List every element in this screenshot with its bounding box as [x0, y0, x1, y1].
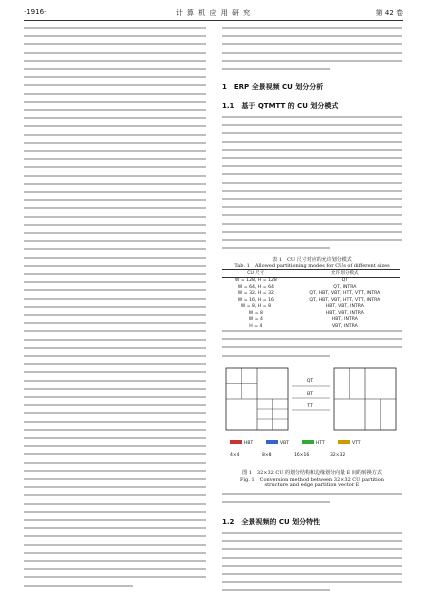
figure-label: 32×32 [330, 453, 346, 458]
subsection-title-2: 1.2 全景视频的 CU 划分特性 [222, 518, 321, 526]
placeholder-line [24, 240, 206, 242]
placeholder-line [24, 175, 206, 177]
placeholder-line [24, 43, 206, 45]
figure-caption-en-1: Fig. 1 Conversion method between 32×32 CU partition [240, 477, 384, 483]
placeholder-line [222, 214, 402, 216]
placeholder-line [222, 346, 402, 348]
placeholder-line [24, 421, 206, 423]
placeholder-line [24, 412, 206, 414]
right-intro-text [222, 24, 402, 74]
placeholder-line [24, 560, 206, 562]
table-cell: W = 32, H = 32 [237, 291, 274, 297]
placeholder-line [24, 150, 206, 152]
placeholder-line [222, 157, 402, 159]
placeholder-line [222, 182, 402, 184]
volume-label: 第 42 卷 [375, 9, 403, 17]
placeholder-line [24, 568, 206, 570]
placeholder-line [24, 355, 206, 357]
figure-label: HTT [316, 441, 325, 446]
table-caption-en: Tab. 1 Allowed partitioning modes for CUs of different sizes [234, 263, 390, 269]
placeholder-line [222, 548, 402, 550]
right-body-text-4 [222, 529, 402, 596]
table-caption-cn: 表 1 CU 尺寸对应的允许划分模式 [272, 257, 352, 263]
placeholder-line [222, 565, 402, 567]
table-cell: QT, HBT, VBT, HTT, VTT, INTRA [309, 291, 381, 297]
placeholder-line [24, 183, 206, 185]
placeholder-line [222, 124, 402, 126]
placeholder-line [222, 330, 402, 332]
placeholder-line [24, 289, 206, 291]
placeholder-line [222, 231, 402, 233]
placeholder-line [24, 396, 206, 398]
placeholder-line [222, 141, 402, 143]
subsection-title-1: 1.1 基于 QTMTT 的 CU 划分模式 [222, 102, 339, 110]
figure-label: 16×16 [294, 453, 310, 458]
page-number: ·1916· [24, 8, 47, 16]
placeholder-line [222, 35, 402, 37]
table-cell: QT, INTRA [333, 284, 357, 290]
placeholder-line [24, 101, 206, 103]
figure-label: VTT [352, 441, 361, 446]
partition-conversion-figure [222, 362, 402, 466]
placeholder-line [222, 223, 402, 225]
right-body-text-3 [222, 490, 402, 514]
table-cell: W = 16, H = 16 [237, 297, 274, 303]
placeholder-line [24, 371, 206, 373]
table-col-header: 允许划分模式 [331, 271, 359, 277]
placeholder-line [222, 532, 402, 534]
placeholder-line [222, 60, 402, 62]
placeholder-line [24, 265, 206, 267]
right-body-text-1 [222, 113, 402, 253]
table-cell: HBT, VBT, INTRA [325, 304, 364, 310]
placeholder-line [24, 322, 206, 324]
table-row [222, 297, 400, 304]
placeholder-line [222, 116, 402, 118]
table-cell: HBT, INTRA [331, 317, 358, 323]
placeholder-line [24, 535, 206, 537]
placeholder-line [222, 501, 330, 503]
placeholder-line [24, 27, 206, 29]
placeholder-line [24, 462, 206, 464]
placeholder-line [24, 257, 206, 259]
placeholder-line [24, 527, 206, 529]
placeholder-line [24, 363, 206, 365]
placeholder-line [222, 573, 402, 575]
placeholder-line [24, 125, 206, 127]
placeholder-line [24, 576, 206, 578]
figure-label: VBT [280, 441, 289, 446]
table-col-header: CU 尺寸 [247, 271, 265, 277]
table-cell: W = 4 [248, 317, 263, 323]
placeholder-line [24, 93, 206, 95]
placeholder-line [222, 173, 402, 175]
figure-label: 4×4 [230, 453, 240, 458]
placeholder-line [24, 339, 206, 341]
placeholder-line [24, 224, 206, 226]
placeholder-line [24, 437, 206, 439]
placeholder-line [24, 519, 206, 521]
placeholder-line [24, 347, 206, 349]
placeholder-line [24, 544, 206, 546]
placeholder-line [24, 216, 206, 218]
placeholder-line [24, 84, 206, 86]
figure-label: HBT [244, 441, 254, 446]
placeholder-line [24, 511, 206, 513]
placeholder-line [24, 314, 206, 316]
placeholder-line [24, 330, 206, 332]
partition-mode-table [222, 269, 400, 331]
placeholder-line [222, 206, 402, 208]
placeholder-line [24, 191, 206, 193]
placeholder-line [24, 109, 206, 111]
placeholder-line [24, 503, 206, 505]
placeholder-line [24, 76, 206, 78]
table-cell: H = 4 [249, 323, 263, 329]
table-cell: QT [341, 278, 349, 284]
journal-title: 计 算 机 应 用 研 究 [175, 9, 252, 17]
placeholder-line [222, 239, 402, 241]
placeholder-line [24, 207, 206, 209]
left-column-text [24, 24, 206, 596]
right-body-text-2 [222, 327, 402, 361]
placeholder-line [24, 445, 206, 447]
figure-label: TT [307, 404, 313, 409]
placeholder-line [24, 486, 206, 488]
placeholder-line [222, 540, 402, 542]
placeholder-line [24, 117, 206, 119]
placeholder-line [24, 494, 206, 496]
placeholder-line [24, 470, 206, 472]
figure-label: 8×8 [262, 453, 272, 458]
placeholder-line [24, 404, 206, 406]
placeholder-line [24, 248, 206, 250]
table-cell: VBT, INTRA [331, 323, 358, 329]
placeholder-line [222, 338, 402, 340]
table-cell: W = 8 [248, 310, 263, 316]
table-cell: HBT, VBT, INTRA [325, 310, 364, 316]
table-row [222, 291, 400, 298]
placeholder-line [222, 247, 330, 249]
placeholder-line [222, 165, 402, 167]
placeholder-line [24, 52, 206, 54]
table-row [222, 277, 400, 284]
placeholder-line [24, 158, 206, 160]
placeholder-line [222, 149, 402, 151]
figure-label: QT [306, 379, 314, 384]
placeholder-line [24, 429, 206, 431]
placeholder-line [222, 190, 402, 192]
placeholder-line [24, 68, 206, 70]
table-cell: W = 8, H = 8 [240, 304, 271, 310]
placeholder-line [24, 60, 206, 62]
placeholder-line [222, 493, 402, 495]
placeholder-line [24, 232, 206, 234]
placeholder-line [222, 589, 330, 591]
section-title: 1 ERP 全景视频 CU 划分分析 [222, 83, 324, 91]
placeholder-line [24, 199, 206, 201]
placeholder-line [24, 552, 206, 554]
placeholder-line [222, 132, 402, 134]
placeholder-line [24, 585, 133, 587]
placeholder-line [222, 355, 330, 357]
placeholder-line [24, 281, 206, 283]
placeholder-line [24, 388, 206, 390]
figure-label: BT [307, 392, 313, 397]
placeholder-line [222, 198, 402, 200]
table-cell: W = 64, H = 64 [237, 284, 274, 290]
placeholder-line [24, 453, 206, 455]
placeholder-line [222, 27, 402, 29]
placeholder-line [222, 581, 402, 583]
placeholder-line [24, 134, 206, 136]
placeholder-line [24, 273, 206, 275]
placeholder-line [24, 380, 206, 382]
placeholder-line [24, 306, 206, 308]
placeholder-line [24, 35, 206, 37]
table-cell: QT, HBT, VBT, HTT, VTT, INTRA [309, 297, 381, 303]
placeholder-line [222, 52, 402, 54]
placeholder-line [24, 142, 206, 144]
figure-caption-cn: 图 1 32×32 CU 的划分结构和边缘划分向量 E 间的转换方式 [242, 470, 382, 476]
placeholder-line [222, 557, 402, 559]
placeholder-line [222, 68, 330, 70]
placeholder-line [222, 43, 402, 45]
placeholder-line [24, 166, 206, 168]
placeholder-line [24, 298, 206, 300]
figure-caption-en-2: structure and edge partition vector E [264, 482, 360, 488]
header-rule [24, 20, 403, 21]
table-cell: W = 128, H = 128 [234, 278, 277, 284]
placeholder-line [24, 478, 206, 480]
